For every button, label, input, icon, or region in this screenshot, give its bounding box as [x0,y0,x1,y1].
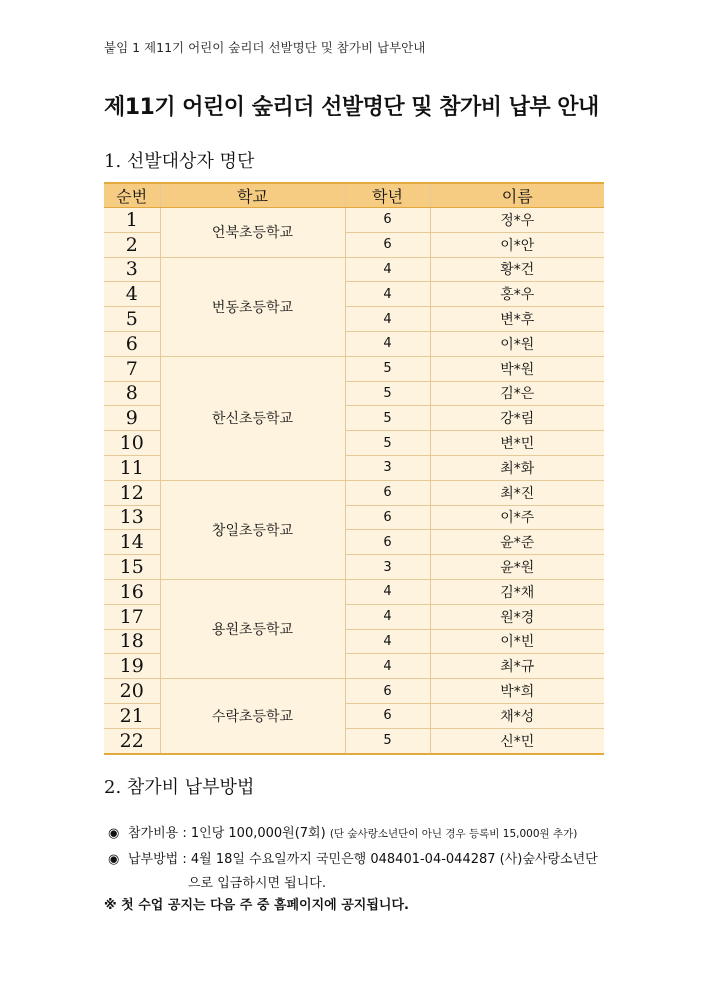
student-grade: 3 [345,555,430,580]
table-row [104,579,604,604]
student-name: 홍*우 [430,282,604,307]
section-1-title: 1. 선발대상자 명단 [104,151,255,172]
student-number: 11 [104,455,160,480]
student-name: 변*민 [430,431,604,456]
student-grade: 4 [345,307,430,332]
table-row [104,679,604,704]
table-row [104,257,604,282]
student-name: 원*경 [430,604,604,629]
method-line [108,848,598,867]
roster-table [104,182,604,755]
table-row [104,356,604,381]
student-name: 박*희 [430,679,604,704]
student-grade: 5 [345,381,430,406]
table-header-row [104,183,604,208]
student-number: 13 [104,505,160,530]
section-2-title: 2. 참가비 납부방법 [104,777,255,798]
student-grade: 6 [345,530,430,555]
student-number: 8 [104,381,160,406]
document-title: 제11기 어린이 숲리더 선발명단 및 참가비 납부 안내 [104,95,599,120]
fee-label: 참가비용 : 1인당 100,000원(7회) [128,826,326,841]
student-grade: 6 [345,208,430,233]
student-number: 17 [104,604,160,629]
student-number: 1 [104,208,160,233]
student-number: 3 [104,257,160,282]
student-number: 14 [104,530,160,555]
student-name: 최*규 [430,654,604,679]
header-grade: 학년 [345,183,430,208]
student-name: 강*림 [430,406,604,431]
student-number: 15 [104,555,160,580]
student-number: 20 [104,679,160,704]
student-name: 이*안 [430,232,604,257]
student-grade: 4 [345,331,430,356]
header-number: 순번 [104,183,160,208]
student-grade: 4 [345,604,430,629]
school-name: 언북초등학교 [160,208,345,258]
roster-body [104,208,604,754]
student-grade: 4 [345,579,430,604]
student-number: 16 [104,579,160,604]
student-name: 윤*준 [430,530,604,555]
student-number: 21 [104,703,160,728]
student-name: 신*민 [430,728,604,753]
student-name: 정*우 [430,208,604,233]
student-name: 변*후 [430,307,604,332]
student-grade: 6 [345,703,430,728]
student-number: 19 [104,654,160,679]
fee-line [108,822,577,841]
student-grade: 5 [345,356,430,381]
student-name: 박*원 [430,356,604,381]
student-name: 채*성 [430,703,604,728]
student-grade: 6 [345,480,430,505]
school-name: 수락초등학교 [160,679,345,754]
student-name: 이*빈 [430,629,604,654]
method-label: 납부방법 : 4월 18일 수요일까지 국민은행 048401-04-044287 (사)숲사랑소년단 [128,852,598,867]
student-number: 6 [104,331,160,356]
student-number: 5 [104,307,160,332]
student-number: 4 [104,282,160,307]
header-note: 붙임 1 제11기 어린이 숲리더 선발명단 및 참가비 납부안내 [104,40,426,55]
student-grade: 6 [345,505,430,530]
student-name: 최*화 [430,455,604,480]
student-grade: 4 [345,257,430,282]
table-row [104,480,604,505]
student-number: 7 [104,356,160,381]
school-name: 창일초등학교 [160,480,345,579]
bullet-icon: ◉ [108,852,120,867]
student-grade: 6 [345,232,430,257]
header-school: 학교 [160,183,345,208]
student-name: 김*은 [430,381,604,406]
student-grade: 3 [345,455,430,480]
school-name: 용원초등학교 [160,579,345,678]
student-grade: 4 [345,654,430,679]
fee-note: (단 숲사랑소년단이 아닌 경우 등록비 15,000원 추가) [329,828,578,840]
header-name: 이름 [430,183,604,208]
student-number: 18 [104,629,160,654]
student-name: 김*채 [430,579,604,604]
student-number: 2 [104,232,160,257]
student-grade: 6 [345,679,430,704]
student-name: 이*원 [430,331,604,356]
table-row [104,208,604,233]
student-grade: 5 [345,431,430,456]
student-grade: 5 [345,728,430,753]
student-name: 황*건 [430,257,604,282]
method-continuation: 으로 입금하시면 됩니다. [188,876,326,891]
student-grade: 4 [345,282,430,307]
bullet-icon: ◉ [108,826,120,841]
student-grade: 5 [345,406,430,431]
student-name: 이*주 [430,505,604,530]
student-name: 최*진 [430,480,604,505]
student-name: 윤*원 [430,555,604,580]
student-grade: 4 [345,629,430,654]
school-name: 한신초등학교 [160,356,345,480]
student-number: 9 [104,406,160,431]
student-number: 10 [104,431,160,456]
student-number: 22 [104,728,160,753]
school-name: 번동초등학교 [160,257,345,356]
student-number: 12 [104,480,160,505]
notice-text: ※ 첫 수업 공지는 다음 주 중 홈페이지에 공지됩니다. [104,898,409,913]
